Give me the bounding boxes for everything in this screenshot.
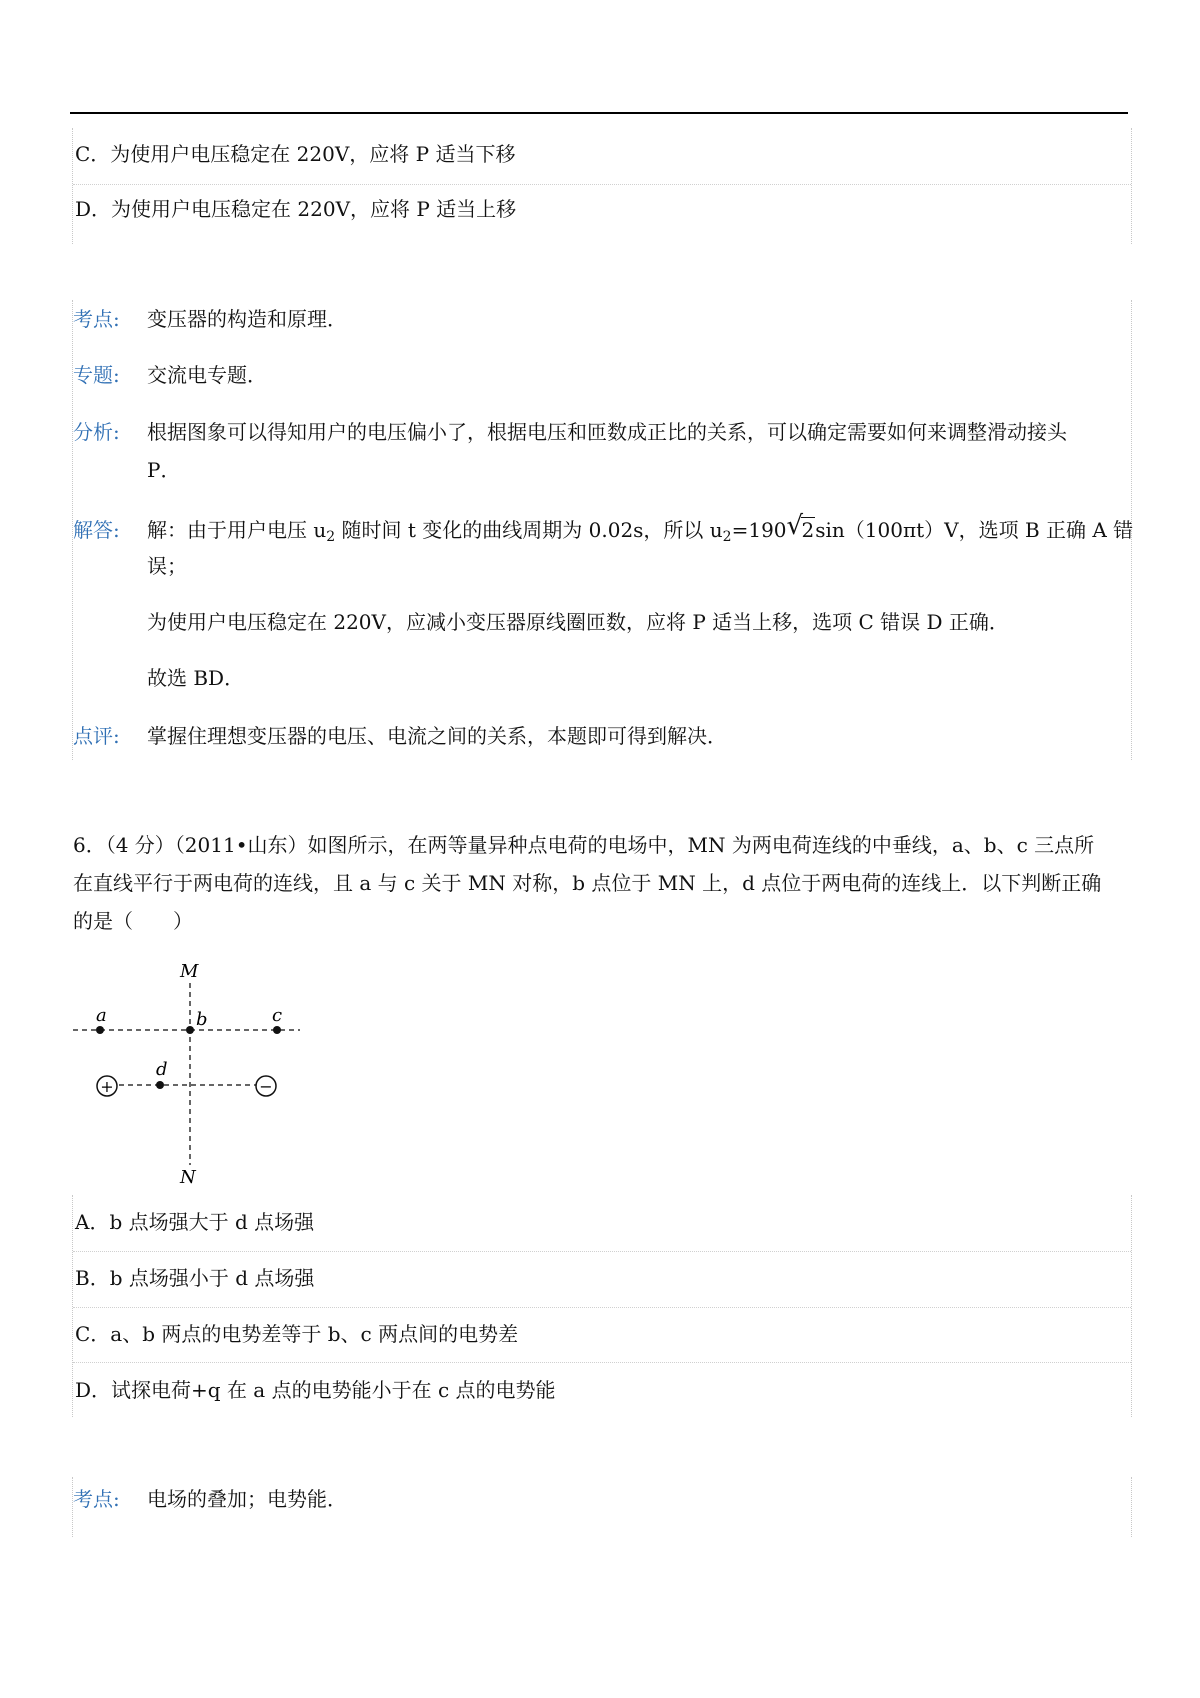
option-b-6: B．b 点场强小于 d 点场强 <box>75 1266 315 1290</box>
option-d-prev: D．为使用户电压稳定在 220V，应将 P 适当上移 <box>75 197 517 221</box>
question6-line3: 的是（ ） <box>73 909 193 933</box>
sqrt-icon <box>787 516 816 544</box>
kaodian-text-6: 电场的叠加；电势能． <box>147 1487 347 1511</box>
jieda-sqrt-value: 2 <box>801 518 815 542</box>
question6-line1: 6．（4 分）（2011•山东）如图所示，在两等量异种点电荷的电场中，MN 为两电荷连线的中垂线，a、b、c 三点所 <box>73 833 1095 857</box>
question6-line2: 在直线平行于两电荷的连线，且 a 与 c 关于 MN 对称，b 点位于 MN 上，d 点位于两电荷的连线上．以下判断正确 <box>73 871 1102 895</box>
dianping-label: 点评: <box>73 724 120 748</box>
top-rule <box>70 112 1128 114</box>
jieda-part-a: 解：由于用户电压 u <box>147 518 327 542</box>
option-a-6: A．b 点场强大于 d 点场强 <box>75 1210 315 1234</box>
option-c-6: C．a、b 两点的电势差等于 b、c 两点间的电势差 <box>75 1322 519 1346</box>
minus-sign: − <box>259 1077 273 1096</box>
label-c: c <box>272 1005 283 1026</box>
label-b: b <box>196 1009 208 1030</box>
jieda-text-4: 故选 BD． <box>147 666 245 690</box>
jieda-sub-1: 2 <box>326 529 336 545</box>
jieda-part-b: 随时间 t 变化的曲线周期为 0.02s，所以 u <box>335 518 723 542</box>
kaodian-text: 变压器的构造和原理． <box>147 307 347 331</box>
zhuanti-text: 交流电专题． <box>147 363 267 387</box>
point-a <box>96 1026 104 1034</box>
point-b <box>186 1026 194 1034</box>
label-d: d <box>156 1059 168 1080</box>
jieda-label: 解答: <box>73 518 120 542</box>
jieda-sub-2: 2 <box>722 529 732 545</box>
fenxi-text-1: 根据图象可以得知用户的电压偏小了，根据电压和匝数成正比的关系，可以确定需要如何来调整滑动接头 <box>147 420 1067 444</box>
jieda-part-d: sin（100πt）V，选项 B 正确 A 错 <box>815 518 1134 542</box>
fenxi-label: 分析: <box>73 420 120 444</box>
zhuanti-label: 专题: <box>73 363 120 387</box>
label-m: M <box>180 961 199 982</box>
option-d-6: D．试探电荷+q 在 a 点的电势能小于在 c 点的电势能 <box>75 1378 556 1402</box>
plus-sign: + <box>100 1077 114 1096</box>
fenxi-text-2: P． <box>147 458 181 482</box>
electric-field-figure <box>70 955 310 1185</box>
dianping-text: 掌握住理想变压器的电压、电流之间的关系，本题即可得到解决． <box>147 724 727 748</box>
jieda-text-1 <box>147 516 1133 551</box>
label-n: N <box>180 1167 196 1185</box>
option-c-prev: C．为使用户电压稳定在 220V，应将 P 适当下移 <box>75 142 516 166</box>
jieda-part-c: =190 <box>731 518 787 542</box>
jieda-text-2: 误； <box>147 554 187 578</box>
kaodian-label: 考点: <box>73 307 120 331</box>
kaodian-label-6: 考点: <box>73 1487 120 1511</box>
label-a: a <box>96 1005 107 1026</box>
point-c <box>273 1026 281 1034</box>
jieda-text-3: 为使用户电压稳定在 220V，应减小变压器原线圈匝数，应将 P 适当上移，选项 C 错误 D 正确． <box>147 610 1009 634</box>
point-d <box>156 1081 164 1089</box>
